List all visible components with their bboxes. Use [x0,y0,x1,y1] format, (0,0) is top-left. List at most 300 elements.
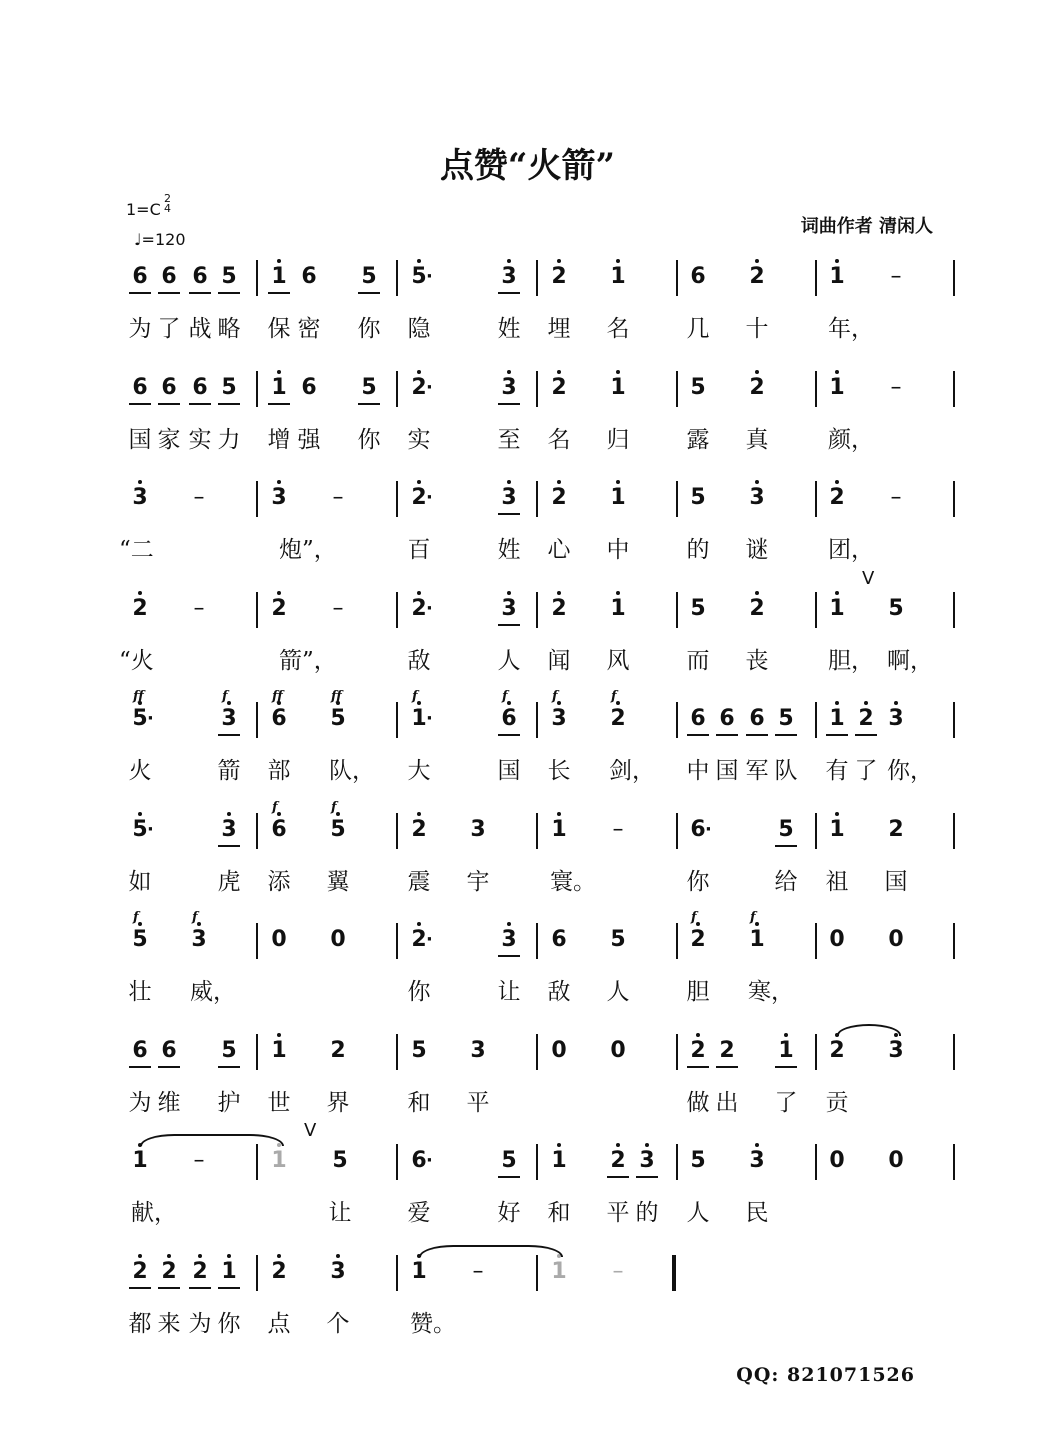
note-digit: 1 [610,485,626,510]
octave-dot [507,591,511,595]
note [323,927,353,953]
bar-line [815,592,817,628]
octave-dot [277,591,281,595]
note-digit: 2 [161,1259,177,1284]
octave-dot [336,1254,340,1258]
note [294,375,324,401]
note [881,264,911,290]
bar-line [536,592,538,628]
lyric-syllable: 民 [745,1200,769,1226]
lyric-syllable: 颜， [828,427,874,453]
note [214,689,244,732]
bar-line [953,702,955,738]
note-digit: – [612,1259,624,1284]
note-digit: 0 [888,927,904,952]
note [881,485,911,511]
note [683,596,713,622]
lyric-syllable: 队， [329,758,375,784]
beam-line [218,734,240,736]
lyric-syllable: 箭 [217,758,241,784]
note [603,375,633,401]
note-digit: 1 [610,375,626,400]
note [771,706,801,732]
lyric-syllable: 年， [828,316,874,342]
note [683,706,713,732]
note [294,264,324,290]
beam-line [498,734,520,736]
lyric-syllable: 寒， [748,979,794,1005]
bar-line [536,813,538,849]
lyric-syllable: 你 [357,316,381,342]
note-digit: 6 [501,706,517,731]
bar-line [676,260,678,296]
note [712,706,742,732]
note [771,817,801,843]
beam-line [218,845,240,847]
lyric-syllable: 心 [547,537,571,563]
lyric-syllable: 的 [686,537,710,563]
beam-line [358,403,380,405]
note [404,264,434,290]
lyric-syllable: 为 [128,316,152,342]
note [404,1148,434,1174]
lyric-syllable: 中 [606,537,630,563]
octave-dot [138,1254,142,1258]
beam-line [775,734,797,736]
dynamic-mark: f [133,910,139,925]
dynamic-mark: ff [133,689,144,704]
beam-line [189,292,211,294]
note-digit: 1 [551,1259,567,1284]
note-digit: 2 [132,1259,148,1284]
note-digit: 5 [888,596,904,621]
key-label: 1=C [126,200,161,219]
bar-line [815,1034,817,1070]
bar-line [953,481,955,517]
note-digit: 0 [330,927,346,952]
bar-line [536,260,538,296]
note [881,1038,911,1064]
note-digit: 0 [271,927,287,952]
note [742,706,772,732]
note [264,800,294,843]
note-digit: 0 [829,927,845,952]
lyric-syllable: 人 [497,648,521,674]
lyric-syllable: 你 [357,427,381,453]
note-digit: 1 [411,1259,427,1284]
note [544,1148,574,1174]
note [822,485,852,511]
lyric-syllable: 真 [745,427,769,453]
note [851,706,881,732]
note-digit: 3 [470,817,486,842]
augmentation-dot: · [426,266,433,287]
octave-dot [835,591,839,595]
note-digit: 0 [551,1038,567,1063]
lyric-syllable: 界 [326,1090,350,1116]
bar-line [953,260,955,296]
octave-dot [417,480,421,484]
note [154,1259,184,1285]
note-digit: 2 [690,1038,706,1063]
lyric-syllable: 人 [606,979,630,1005]
note-digit: 3 [888,1038,904,1063]
note [494,689,524,732]
lyric-syllable: 献， [131,1200,177,1226]
octave-dot [138,591,142,595]
bar-line [815,702,817,738]
octave-dot [755,259,759,263]
augmentation-dot: · [426,929,433,950]
lyric-syllable: 家 [157,427,181,453]
lyric-syllable: 国 [884,869,908,895]
note-digit: 5 [411,264,427,289]
beam-line [607,1176,629,1178]
lyric-syllable: 护 [217,1090,241,1116]
note [822,927,852,953]
note-digit: 0 [829,1148,845,1173]
beam-line [855,734,877,736]
note [463,1038,493,1064]
note [185,264,215,290]
note [184,596,214,622]
lyric-syllable: 谜 [745,537,769,563]
note [603,485,633,511]
octave-dot [557,591,561,595]
note [185,375,215,401]
note-digit: 5 [361,375,377,400]
note-digit: 5 [361,264,377,289]
bar-line [256,702,258,738]
lyric-syllable: 闻 [547,648,571,674]
slur-arc [140,1134,284,1146]
beam-line [498,403,520,405]
note [742,375,772,401]
lyric-syllable: 队 [774,758,798,784]
lyric-syllable: 增 [267,427,291,453]
note [154,264,184,290]
note [404,1259,434,1285]
note [404,817,434,843]
dynamic-mark: f [272,800,278,815]
octave-dot [277,1033,281,1037]
octave-dot [616,480,620,484]
note-digit: 6 [161,264,177,289]
bar-line [536,1255,538,1291]
note [544,817,574,843]
note-digit: 5 [132,927,148,952]
octave-dot [277,370,281,374]
note-digit: 2 [132,596,148,621]
lyric-syllable: “火 [119,648,154,674]
lyric-syllable: 丧 [745,648,769,674]
beam-line [716,734,738,736]
bar-line [676,1144,678,1180]
note [603,817,633,843]
dynamic-mark: f [412,689,418,704]
lyric-syllable: 姓 [497,537,521,563]
lyric-syllable: 十 [745,316,769,342]
octave-dot [227,812,231,816]
lyric-syllable: 点 [267,1311,291,1337]
lyric-syllable: 人 [686,1200,710,1226]
note [214,264,244,290]
bar-line [396,923,398,959]
slur-arc [419,1245,563,1257]
note [125,1259,155,1285]
octave-dot [696,1033,700,1037]
note [683,264,713,290]
lyric-syllable: 战 [188,316,212,342]
note [881,817,911,843]
note-digit: 6 [690,817,706,842]
note-digit: 5 [778,706,794,731]
lyric-syllable: 宇 [466,869,490,895]
note-digit: – [890,264,902,289]
note [185,1259,215,1285]
beam-line [498,955,520,957]
beam-line [826,734,848,736]
note [125,596,155,622]
note [125,910,155,953]
note-digit: 5 [330,706,346,731]
note-digit: 6 [132,1038,148,1063]
octave-dot [198,1254,202,1258]
note-digit: 5 [690,375,706,400]
bar-line [676,923,678,959]
lyric-syllable: 实 [407,427,431,453]
note [603,1148,633,1174]
note-digit: 5 [332,1148,348,1173]
note [154,375,184,401]
octave-dot [894,701,898,705]
octave-dot [277,480,281,484]
note-digit: 1 [271,1148,287,1173]
note [494,1148,524,1174]
key-signature [126,192,171,219]
note-digit: 5 [690,596,706,621]
note [712,1038,742,1064]
note-digit: – [193,596,205,621]
note-digit: 1 [221,1259,237,1284]
beam-line [189,403,211,405]
note [354,264,384,290]
beam-line [218,1287,240,1289]
lyric-syllable: 剑， [609,758,655,784]
note-digit: 5 [221,375,237,400]
dynamic-mark: ff [331,689,342,704]
octave-dot [616,591,620,595]
dynamic-mark: ff [272,689,283,704]
author-credit: 词曲作者 清闲人 [800,216,933,237]
note [323,689,353,732]
bar-line [815,481,817,517]
note [494,596,524,622]
lyric-syllable: 寰。 [550,869,596,895]
lyric-syllable: 胆， [828,648,874,674]
note-digit: – [193,1148,205,1173]
lyric-syllable: 添 [267,869,291,895]
beam-line [158,292,180,294]
octave-dot [755,591,759,595]
beam-line [218,292,240,294]
octave-dot [277,1254,281,1258]
beam-line [218,1066,240,1068]
note-digit: 6 [690,264,706,289]
bar-line [256,1034,258,1070]
bar-line [396,1034,398,1070]
note-digit: 1 [829,706,845,731]
bar-line [396,371,398,407]
note-digit: 5 [132,817,148,842]
bar-line [256,481,258,517]
bar-line [815,260,817,296]
augmentation-dot: · [426,487,433,508]
octave-dot [507,370,511,374]
note [822,706,852,732]
lyric-syllable: 平 [606,1200,630,1226]
note-digit: 1 [132,1148,148,1173]
lyric-syllable: 几 [686,316,710,342]
note [184,485,214,511]
octave-dot [138,812,142,816]
note [264,927,294,953]
octave-dot [557,480,561,484]
note [404,596,434,622]
note-digit: 2 [551,596,567,621]
bar-line [676,1034,678,1070]
note-digit: 3 [501,375,517,400]
note [264,375,294,401]
note-digit: 2 [749,375,765,400]
note-digit: 2 [330,1038,346,1063]
note [771,1038,801,1064]
octave-dot [784,1033,788,1037]
bar-line [396,592,398,628]
lyric-syllable: 国 [497,758,521,784]
octave-dot [277,259,281,263]
lyric-syllable: 姓 [497,316,521,342]
lyric-syllable: 名 [606,316,630,342]
note-digit: 5 [221,1038,237,1063]
lyric-syllable: 平 [466,1090,490,1116]
note [683,485,713,511]
beam-line [687,734,709,736]
octave-dot [167,1254,171,1258]
octave-dot [557,812,561,816]
note-digit: 1 [829,375,845,400]
note [683,910,713,953]
lyric-syllable: 维 [157,1090,181,1116]
note [603,1259,633,1285]
note-digit: 2 [829,1038,845,1063]
note [494,375,524,401]
octave-dot [417,591,421,595]
note-digit: 6 [719,706,735,731]
note-digit: 3 [470,1038,486,1063]
lyric-syllable: 胆 [686,979,710,1005]
octave-dot [835,370,839,374]
note-digit: 0 [610,1038,626,1063]
note-digit: – [472,1259,484,1284]
lyric-syllable: 隐 [407,316,431,342]
lyric-syllable: 实 [188,427,212,453]
note-digit: 6 [411,1148,427,1173]
bar-line [676,813,678,849]
note [264,264,294,290]
lyric-syllable: 箭”， [279,648,337,674]
beam-line [498,513,520,515]
note-digit: 1 [271,1038,287,1063]
octave-dot [227,1254,231,1258]
note-digit: 2 [888,817,904,842]
note-digit: 1 [829,817,845,842]
lyric-syllable: 个 [326,1311,350,1337]
beam-line [158,1066,180,1068]
lyric-syllable: 风 [606,648,630,674]
note [264,689,294,732]
note [603,927,633,953]
note [742,910,772,953]
dynamic-mark: f [691,910,697,925]
note-digit: 3 [501,596,517,621]
note [404,375,434,401]
note [822,264,852,290]
bar-line [396,813,398,849]
tempo-value: =120 [141,230,186,249]
note-digit: 1 [271,264,287,289]
note-digit: 1 [271,375,287,400]
bar-line [676,702,678,738]
bar-line [256,1144,258,1180]
note [881,927,911,953]
note [264,1148,294,1174]
note [323,1259,353,1285]
note [184,910,214,953]
note-digit: 5 [690,485,706,510]
note-digit: 3 [330,1259,346,1284]
note [214,817,244,843]
note [125,375,155,401]
note-digit: 3 [271,485,287,510]
bar-line [536,371,538,407]
note [264,596,294,622]
lyric-syllable: 为 [188,1311,212,1337]
note-digit: 3 [501,264,517,289]
beam-line [218,403,240,405]
beam-line [498,1176,520,1178]
note-digit: 3 [191,927,207,952]
note-digit: 3 [501,927,517,952]
octave-dot [417,370,421,374]
octave-dot [616,370,620,374]
note [632,1148,662,1174]
beam-line [129,403,151,405]
note-digit: 1 [551,817,567,842]
beam-line [158,403,180,405]
bar-line [396,1144,398,1180]
octave-dot [557,1143,561,1147]
dynamic-mark: f [611,689,617,704]
note [125,1148,155,1174]
note [683,1038,713,1064]
note-digit: – [890,485,902,510]
qq-contact: QQ: 821071526 [736,1364,915,1386]
note-digit: 0 [888,1148,904,1173]
note [544,264,574,290]
lyric-syllable: 团， [828,537,874,563]
beam-line [687,1066,709,1068]
